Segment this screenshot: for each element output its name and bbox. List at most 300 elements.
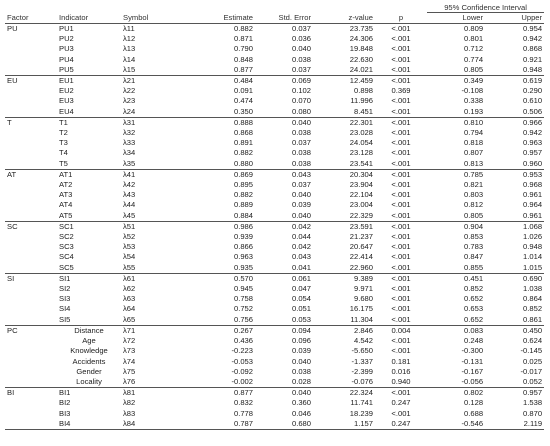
cell-upper: 1.068 (523, 221, 543, 231)
cell-p: <.001 (375, 211, 427, 222)
col-header-estimate: Estimate (183, 13, 255, 24)
cell-p: 0.004 (391, 325, 411, 335)
cell-symbol: λ33 (123, 138, 136, 148)
table-row (5, 294, 544, 304)
cell-std-error: 0.070 (291, 96, 311, 106)
cell-upper: 0.968 (523, 180, 543, 190)
cell-upper: 0.957 (523, 388, 543, 398)
cell-factor (5, 252, 57, 262)
cell-symbol: λ84 (121, 419, 183, 430)
table-row (5, 169, 544, 180)
cell-upper: 0.954 (523, 24, 543, 33)
cell-factor (5, 86, 57, 96)
table-row (5, 65, 544, 76)
cfa-loadings-table (5, 3, 544, 430)
cell-z-value: 9.389 (353, 273, 373, 283)
cell-factor: SI (7, 273, 15, 283)
header-row-top (5, 3, 544, 13)
cell-symbol: λ15 (121, 65, 183, 76)
cell-indicator: BI1 (59, 388, 71, 398)
cell-z-value: -0.076 (313, 377, 375, 388)
cell-symbol: λ83 (123, 408, 136, 418)
table-row (5, 273, 544, 284)
cell-upper: 0.290 (523, 86, 543, 96)
cell-factor (5, 159, 57, 170)
cell-std-error: 0.028 (255, 377, 313, 388)
cell-p: <.001 (375, 107, 427, 118)
cell-std-error: 0.043 (291, 169, 311, 179)
cell-std-error: 0.040 (291, 117, 311, 127)
cell-indicator: SC3 (59, 242, 74, 252)
cell-estimate: 0.756 (183, 315, 255, 326)
cell-symbol: λ42 (123, 180, 136, 190)
cell-lower: -0.167 (461, 366, 484, 376)
table-row (5, 242, 544, 252)
cell-indicator: EU2 (59, 86, 74, 96)
cell-upper: 0.864 (523, 294, 543, 304)
cell-std-error: 0.040 (291, 356, 311, 366)
cell-p: <.001 (391, 169, 411, 179)
cell-symbol: λ32 (123, 128, 136, 138)
table-row (5, 346, 544, 356)
table-row (5, 304, 544, 314)
cell-symbol: λ43 (123, 190, 136, 200)
cell-symbol: λ73 (123, 346, 136, 356)
table-row (5, 284, 544, 294)
cell-lower: 0.812 (464, 200, 484, 210)
table-row (5, 252, 544, 262)
cell-p: <.001 (391, 148, 411, 158)
cell-z-value: 23.128 (349, 148, 373, 158)
cell-lower: 0.853 (464, 232, 484, 242)
col-header-indicator: Indicator (57, 13, 121, 24)
cell-std-error: 0.040 (255, 211, 313, 222)
cell-estimate: 0.895 (233, 180, 253, 190)
cell-indicator: SC1 (59, 221, 74, 231)
cell-lower: 0.807 (464, 148, 484, 158)
cell-p: <.001 (375, 65, 427, 76)
cell-symbol: λ53 (123, 242, 136, 252)
cell-upper: 0.619 (523, 76, 543, 86)
cell-p: <.001 (391, 284, 411, 294)
cell-lower: 0.810 (464, 117, 484, 127)
col-header-z-value: z-value (313, 13, 375, 24)
cell-symbol: λ52 (123, 232, 136, 242)
cell-std-error: 0.038 (291, 148, 311, 158)
cell-estimate: -0.092 (231, 366, 253, 376)
cell-p: <.001 (391, 190, 411, 200)
cell-z-value: 21.237 (349, 232, 373, 242)
cell-estimate: 0.891 (233, 138, 253, 148)
cell-estimate: 0.884 (183, 211, 255, 222)
cell-symbol: λ61 (123, 273, 136, 283)
table-row (5, 409, 544, 419)
cell-symbol: λ13 (123, 44, 136, 54)
cell-estimate: 0.752 (233, 304, 253, 314)
cell-indicator: SC5 (57, 263, 121, 274)
cell-symbol: λ65 (121, 315, 183, 326)
cell-estimate: 0.871 (233, 34, 253, 44)
table-row (5, 232, 544, 242)
cell-lower: -0.056 (427, 377, 485, 388)
table-row (5, 325, 544, 336)
cell-std-error: 0.069 (291, 76, 311, 86)
cell-lower: 0.193 (427, 107, 485, 118)
cell-std-error: 0.061 (291, 273, 311, 283)
cell-lower: 0.821 (464, 180, 484, 190)
cell-upper: -0.145 (520, 346, 543, 356)
cell-factor: PU (7, 24, 18, 33)
cell-upper: 0.921 (523, 54, 543, 64)
cell-lower: 0.652 (464, 294, 484, 304)
cell-lower: 0.128 (464, 398, 484, 408)
cell-indicator: SC2 (59, 232, 74, 242)
cell-std-error: 0.037 (291, 138, 311, 148)
cell-z-value: 2.846 (353, 325, 373, 335)
cell-std-error: 0.047 (291, 284, 311, 294)
col-header-p: p (375, 13, 427, 24)
table-row (5, 388, 544, 399)
cell-p: <.001 (375, 315, 427, 326)
cell-estimate: 0.882 (233, 148, 253, 158)
cell-indicator: EU1 (59, 76, 74, 86)
cell-symbol: λ21 (123, 76, 136, 86)
cell-estimate: 0.570 (233, 273, 253, 283)
cell-z-value: 18.239 (349, 408, 373, 418)
cell-std-error: 0.036 (291, 34, 311, 44)
cell-symbol: λ51 (123, 221, 136, 231)
cell-p: 0.369 (391, 86, 411, 96)
cell-estimate: -0.223 (231, 346, 253, 356)
cell-z-value: 1.157 (313, 419, 375, 430)
table-row (5, 107, 544, 118)
cell-factor: EU (7, 76, 18, 86)
table-row (5, 96, 544, 106)
cell-std-error: 0.042 (291, 242, 311, 252)
table-row (5, 200, 544, 210)
cell-estimate: 0.945 (233, 284, 253, 294)
table-row (5, 148, 544, 158)
cell-z-value: 22.960 (313, 263, 375, 274)
table-row (5, 367, 544, 377)
cell-std-error: 0.042 (291, 221, 311, 231)
cell-std-error: 0.037 (291, 24, 311, 33)
cell-indicator: AT3 (59, 190, 73, 200)
cell-lower: 0.803 (464, 190, 484, 200)
cell-indicator: Gender (76, 366, 102, 376)
table-row (5, 180, 544, 190)
cell-symbol: λ34 (123, 148, 136, 158)
cell-indicator: T2 (59, 128, 68, 138)
cell-factor (5, 294, 57, 304)
cell-indicator: AT4 (59, 200, 73, 210)
cell-lower: 0.805 (427, 211, 485, 222)
cell-factor (5, 377, 57, 388)
cell-estimate: 0.091 (233, 86, 253, 96)
cell-symbol: λ81 (123, 388, 136, 398)
cell-symbol: λ74 (123, 356, 136, 366)
cell-estimate: 0.474 (233, 96, 253, 106)
cell-indicator: SI2 (59, 284, 71, 294)
cell-factor (5, 128, 57, 138)
cell-p: <.001 (391, 180, 411, 190)
cell-lower: 0.653 (464, 304, 484, 314)
cell-factor (5, 190, 57, 200)
cell-lower: 0.785 (464, 169, 484, 179)
cell-z-value: 20.647 (349, 242, 373, 252)
cell-symbol: λ23 (123, 96, 136, 106)
cell-indicator: T3 (59, 138, 68, 148)
cell-indicator: EU4 (57, 107, 121, 118)
cell-p: 0.016 (391, 366, 411, 376)
cell-indicator: PU1 (59, 24, 74, 33)
table-row (5, 24, 544, 35)
cell-indicator: PU5 (57, 65, 121, 76)
cell-estimate: 0.848 (233, 54, 253, 64)
cell-estimate: 0.882 (233, 24, 253, 33)
cell-lower: -0.131 (461, 356, 484, 366)
cell-symbol: λ45 (121, 211, 183, 222)
cell-factor (5, 367, 57, 377)
cell-estimate: 0.832 (233, 398, 253, 408)
cell-std-error: 0.041 (255, 263, 313, 274)
cell-symbol: λ82 (123, 398, 136, 408)
cell-lower: 0.349 (464, 76, 484, 86)
cell-std-error: 0.038 (291, 54, 311, 64)
cell-p: <.001 (375, 263, 427, 274)
cell-z-value: 22.414 (349, 252, 373, 262)
cell-factor (5, 346, 57, 356)
cell-upper: 0.025 (523, 356, 543, 366)
cell-upper: -0.017 (520, 366, 543, 376)
cell-estimate: 0.889 (233, 200, 253, 210)
cell-factor (5, 55, 57, 65)
cell-lower: 0.688 (464, 408, 484, 418)
cell-indicator: T4 (59, 148, 68, 158)
cell-upper: 0.624 (523, 336, 543, 346)
cell-std-error: 0.054 (291, 294, 311, 304)
header-row (5, 13, 544, 24)
cell-std-error: 0.038 (255, 159, 313, 170)
col-header-lower: Lower (427, 13, 485, 24)
cell-factor (5, 409, 57, 419)
cell-indicator: PU2 (59, 34, 74, 44)
table-row (5, 117, 544, 128)
cell-p: <.001 (391, 408, 411, 418)
cell-p: <.001 (391, 336, 411, 346)
cell-std-error: 0.102 (291, 86, 311, 96)
cell-estimate: 0.866 (233, 242, 253, 252)
cell-p: <.001 (391, 138, 411, 148)
table-row (5, 336, 544, 346)
cell-indicator: T1 (59, 117, 68, 127)
cell-std-error: 0.051 (291, 304, 311, 314)
cell-z-value: 9.971 (353, 284, 373, 294)
cell-z-value: 23.028 (349, 128, 373, 138)
cell-lower: 0.809 (464, 24, 484, 33)
cell-factor (5, 419, 57, 430)
cell-upper: 0.868 (523, 44, 543, 54)
cell-p: <.001 (391, 34, 411, 44)
cell-p: <.001 (391, 242, 411, 252)
cell-upper: 0.961 (485, 211, 544, 222)
cell-std-error: 0.680 (255, 419, 313, 430)
cell-std-error: 0.038 (291, 366, 311, 376)
cell-lower: 0.083 (464, 325, 484, 335)
cell-symbol: λ54 (123, 252, 136, 262)
cell-z-value: 8.451 (313, 107, 375, 118)
cell-p: <.001 (391, 24, 411, 33)
cell-upper: 2.119 (485, 419, 544, 430)
col-header-factor: Factor (5, 13, 57, 24)
cell-lower: -0.546 (427, 419, 485, 430)
cell-std-error: 0.039 (291, 346, 311, 356)
cell-upper: 0.942 (523, 128, 543, 138)
cell-z-value: -5.650 (351, 346, 373, 356)
table-row (5, 159, 544, 170)
cell-p: <.001 (391, 294, 411, 304)
table-row (5, 55, 544, 65)
cell-lower: 0.451 (464, 273, 484, 283)
cell-indicator: EU3 (59, 96, 74, 106)
cell-upper: 0.870 (523, 408, 543, 418)
cell-estimate: 0.888 (233, 117, 253, 127)
cell-z-value: 22.324 (349, 388, 373, 398)
cell-lower: 0.801 (464, 34, 484, 44)
table-body (5, 24, 544, 430)
col-header-upper: Upper (485, 13, 544, 24)
cell-upper: 0.948 (523, 242, 543, 252)
cell-indicator: SI5 (57, 315, 121, 326)
cell-estimate: 0.877 (233, 388, 253, 398)
cell-p: <.001 (391, 273, 411, 283)
table-row (5, 86, 544, 96)
cell-indicator: BI3 (59, 408, 71, 418)
cell-factor (5, 148, 57, 158)
cell-indicator: PU3 (59, 44, 74, 54)
cell-upper: 0.963 (523, 138, 543, 148)
cell-estimate: 0.790 (233, 44, 253, 54)
cell-z-value: 4.542 (353, 336, 373, 346)
cell-factor: SC (7, 221, 18, 231)
cell-estimate: 0.484 (233, 76, 253, 86)
cell-upper: 0.610 (523, 96, 543, 106)
cell-p: 0.181 (391, 356, 411, 366)
cell-upper: 1.538 (523, 398, 543, 408)
cell-z-value: 22.329 (313, 211, 375, 222)
cell-upper: 0.690 (523, 273, 543, 283)
cell-upper: 0.852 (523, 304, 543, 314)
cell-upper: 1.038 (523, 284, 543, 294)
cell-factor: PC (7, 325, 18, 335)
cell-lower: 0.338 (464, 96, 484, 106)
cell-indicator: AT2 (59, 180, 73, 190)
cell-z-value: 23.541 (313, 159, 375, 170)
cell-upper: 0.948 (485, 65, 544, 76)
cell-symbol: λ14 (123, 54, 136, 64)
cell-z-value: 23.735 (349, 24, 373, 33)
cell-indicator: SC4 (59, 252, 74, 262)
cell-p: 0.247 (391, 398, 411, 408)
cell-symbol: λ55 (121, 263, 183, 274)
cell-upper: 0.960 (485, 159, 544, 170)
cell-indicator: BI2 (59, 398, 71, 408)
cell-upper: 0.966 (523, 117, 543, 127)
cell-estimate: 0.963 (233, 252, 253, 262)
cell-z-value: 12.459 (349, 76, 373, 86)
cell-std-error: 0.037 (255, 65, 313, 76)
cell-std-error: 0.037 (291, 180, 311, 190)
table-row (5, 315, 544, 326)
cell-indicator: SI3 (59, 294, 71, 304)
cell-estimate: 0.758 (233, 294, 253, 304)
cell-z-value: -2.399 (351, 366, 373, 376)
cell-p: <.001 (391, 117, 411, 127)
cell-factor (5, 107, 57, 118)
cell-estimate: 0.869 (233, 169, 253, 179)
cell-estimate: 0.882 (233, 190, 253, 200)
cell-symbol: λ22 (123, 86, 136, 96)
cell-symbol: λ11 (123, 24, 135, 33)
cell-lower: 0.904 (464, 221, 484, 231)
cell-indicator: Locality (57, 377, 121, 388)
cell-indicator: Age (82, 336, 96, 346)
cell-upper: 1.026 (523, 232, 543, 242)
table-row (5, 263, 544, 274)
cell-estimate: 0.868 (233, 128, 253, 138)
cell-lower: 0.774 (464, 54, 484, 64)
cell-factor: AT (7, 169, 17, 179)
cell-indicator: Accidents (72, 356, 106, 366)
cell-z-value: 22.104 (349, 190, 373, 200)
cell-factor (5, 138, 57, 148)
cell-std-error: 0.040 (291, 190, 311, 200)
ci-header: 95% Confidence Interval (427, 3, 544, 13)
cell-estimate: 0.267 (233, 325, 253, 335)
table-row (5, 34, 544, 44)
cell-indicator: SI4 (59, 304, 71, 314)
cell-upper: 0.506 (485, 107, 544, 118)
col-header-std-error: Std. Error (255, 13, 313, 24)
cell-estimate: 0.939 (233, 232, 253, 242)
cell-z-value: 22.630 (349, 54, 373, 64)
cell-indicator: BI4 (57, 419, 121, 430)
cell-factor: T (7, 117, 12, 127)
cell-std-error: 0.046 (291, 408, 311, 418)
table-row (5, 76, 544, 87)
cell-lower: 0.813 (427, 159, 485, 170)
cell-z-value: 20.304 (349, 169, 373, 179)
cell-upper: 0.450 (523, 325, 543, 335)
cell-lower: 0.652 (427, 315, 485, 326)
cell-std-error: 0.038 (291, 128, 311, 138)
cell-factor: BI (7, 388, 15, 398)
cell-lower: 0.794 (464, 128, 484, 138)
cell-symbol: λ75 (123, 366, 136, 376)
cell-z-value: 23.004 (349, 200, 373, 210)
cell-estimate: -0.002 (183, 377, 255, 388)
cell-lower: 0.248 (464, 336, 484, 346)
cell-lower: 0.712 (464, 44, 484, 54)
cell-p: <.001 (375, 159, 427, 170)
cell-indicator: SI1 (59, 273, 71, 283)
cell-estimate: 0.350 (183, 107, 255, 118)
cell-p: <.001 (391, 44, 411, 54)
cell-z-value: -1.337 (351, 356, 373, 366)
cell-lower: 0.802 (464, 388, 484, 398)
cell-symbol: λ71 (123, 325, 136, 335)
cell-lower: 0.847 (464, 252, 484, 262)
